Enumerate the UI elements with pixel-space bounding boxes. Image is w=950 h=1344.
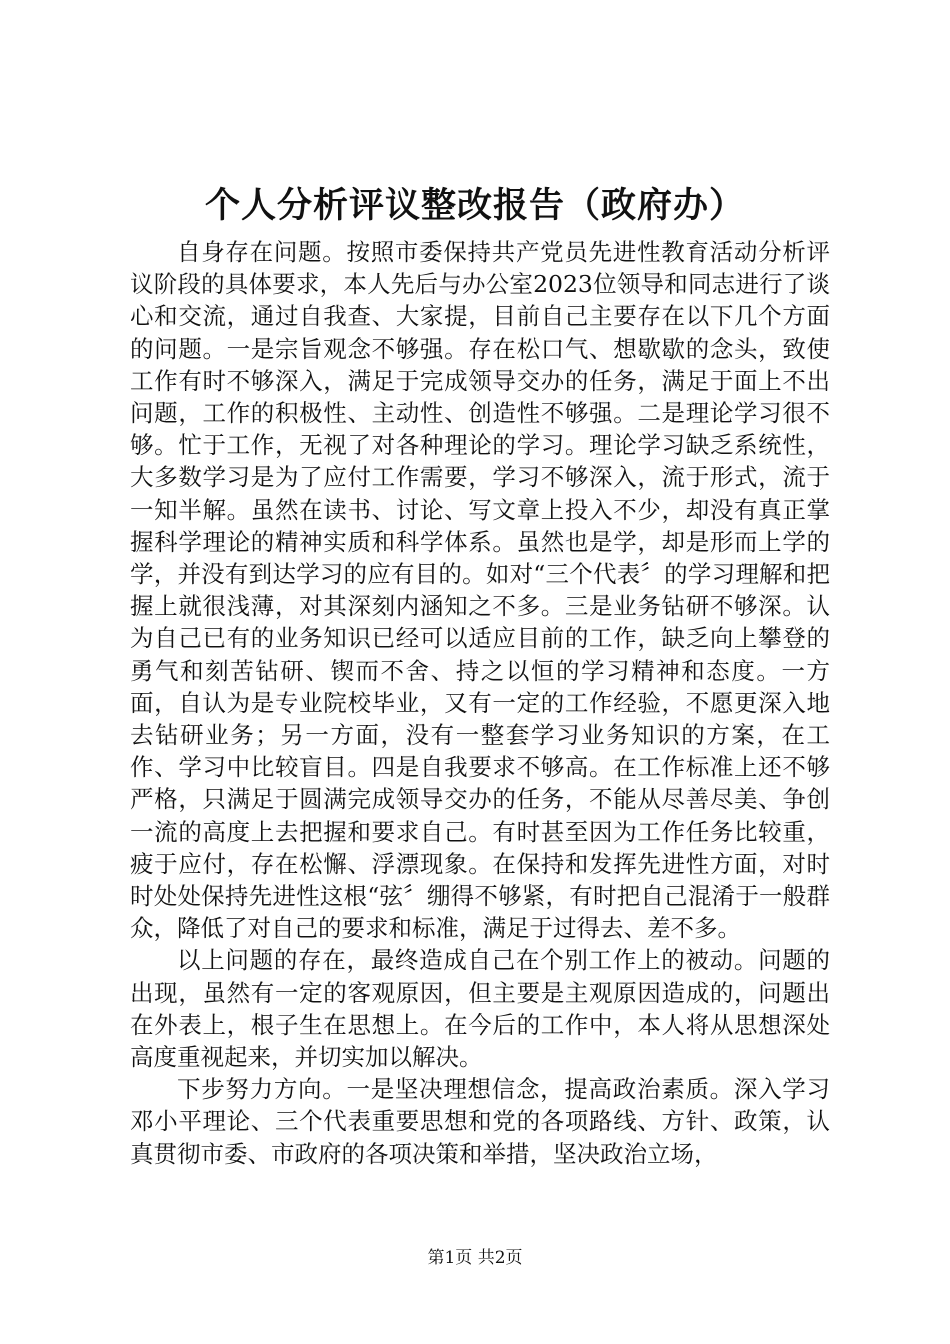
paragraph-causes: 以上问题的存在，最终造成自己在个别工作上的被动。问题的出现，虽然有一定的客观原因，但主要是主观原因造成的，问题出在外表上，根子生在思想上。在今后的工作中，本人将从思想深处高度重视起来，并切实加以解决。 xyxy=(130,946,830,1072)
document-body xyxy=(130,236,830,1170)
document-title: 个人分析评议整改报告（政府办） xyxy=(204,185,745,226)
page-number-footer: 第1页 共2页 xyxy=(427,1248,523,1268)
paragraph-direction: 下步努力方向。一是坚决理想信念，提高政治素质。深入学习邓小平理论、三个代表重要思想和党的各项路线、方针、政策，认真贯彻市委、市政府的各项决策和举措，坚决政治立场， xyxy=(130,1075,830,1168)
paragraph-problems: 自身存在问题。按照市委保持共产党员先进性教育活动分析评议阶段的具体要求，本人先后与办公室2023位领导和同志进行了谈心和交流，通过自我查、大家提，目前自己主要存在以下几个方面的问题。一是宗旨观念不够强。存在松口气、想歇歇的念头，致使工作有时不够深入，满足于完成领导交办的任务，满足于面上不出问题，工作的积极性、主动性、创造性不够强。二是理论学习很不够。忙于工作，无视了对各种理论的学习。理论学习缺乏系统性，大多数学习是为了应付工作需要，学习不够深入，流于形式，流于一知半解。虽然在读书、讨论、写文章上投入不少，却没有真正掌握科学理论的精神实质和科学体系。虽然也是学，却是形而上学的学，并没有到达学习的应有目的。如对“三个代表〞的学习理解和把握上就很浅薄，对其深刻内涵知之不多。三是业务钻研不够深。认为自己已有的业务知识已经可以适应目前的工作，缺乏向上攀登的勇气和刻苦钻研、锲而不舍、持之以恒的学习精神和态度。一方面，自认为是专业院校毕业，又有一定的工作经验，不愿更深入地去钻研业务；另一方面，没有一整套学习业务知识的方案，在工作、学习中比较盲目。四是自我要求不够高。在工作标准上还不够严格，只满足于圆满完成领导交办的任务，不能从尽善尽美、争创一流的高度上去把握和要求自己。有时甚至因为工作任务比较重，疲于应付，存在松懈、浮漂现象。在保持和发挥先进性方面，对时时处处保持先进性这根“弦〞绷得不够紧，有时把自己混淆于一般群众，降低了对自己的要求和标准，满足于过得去、差不多。 xyxy=(130,238,830,943)
